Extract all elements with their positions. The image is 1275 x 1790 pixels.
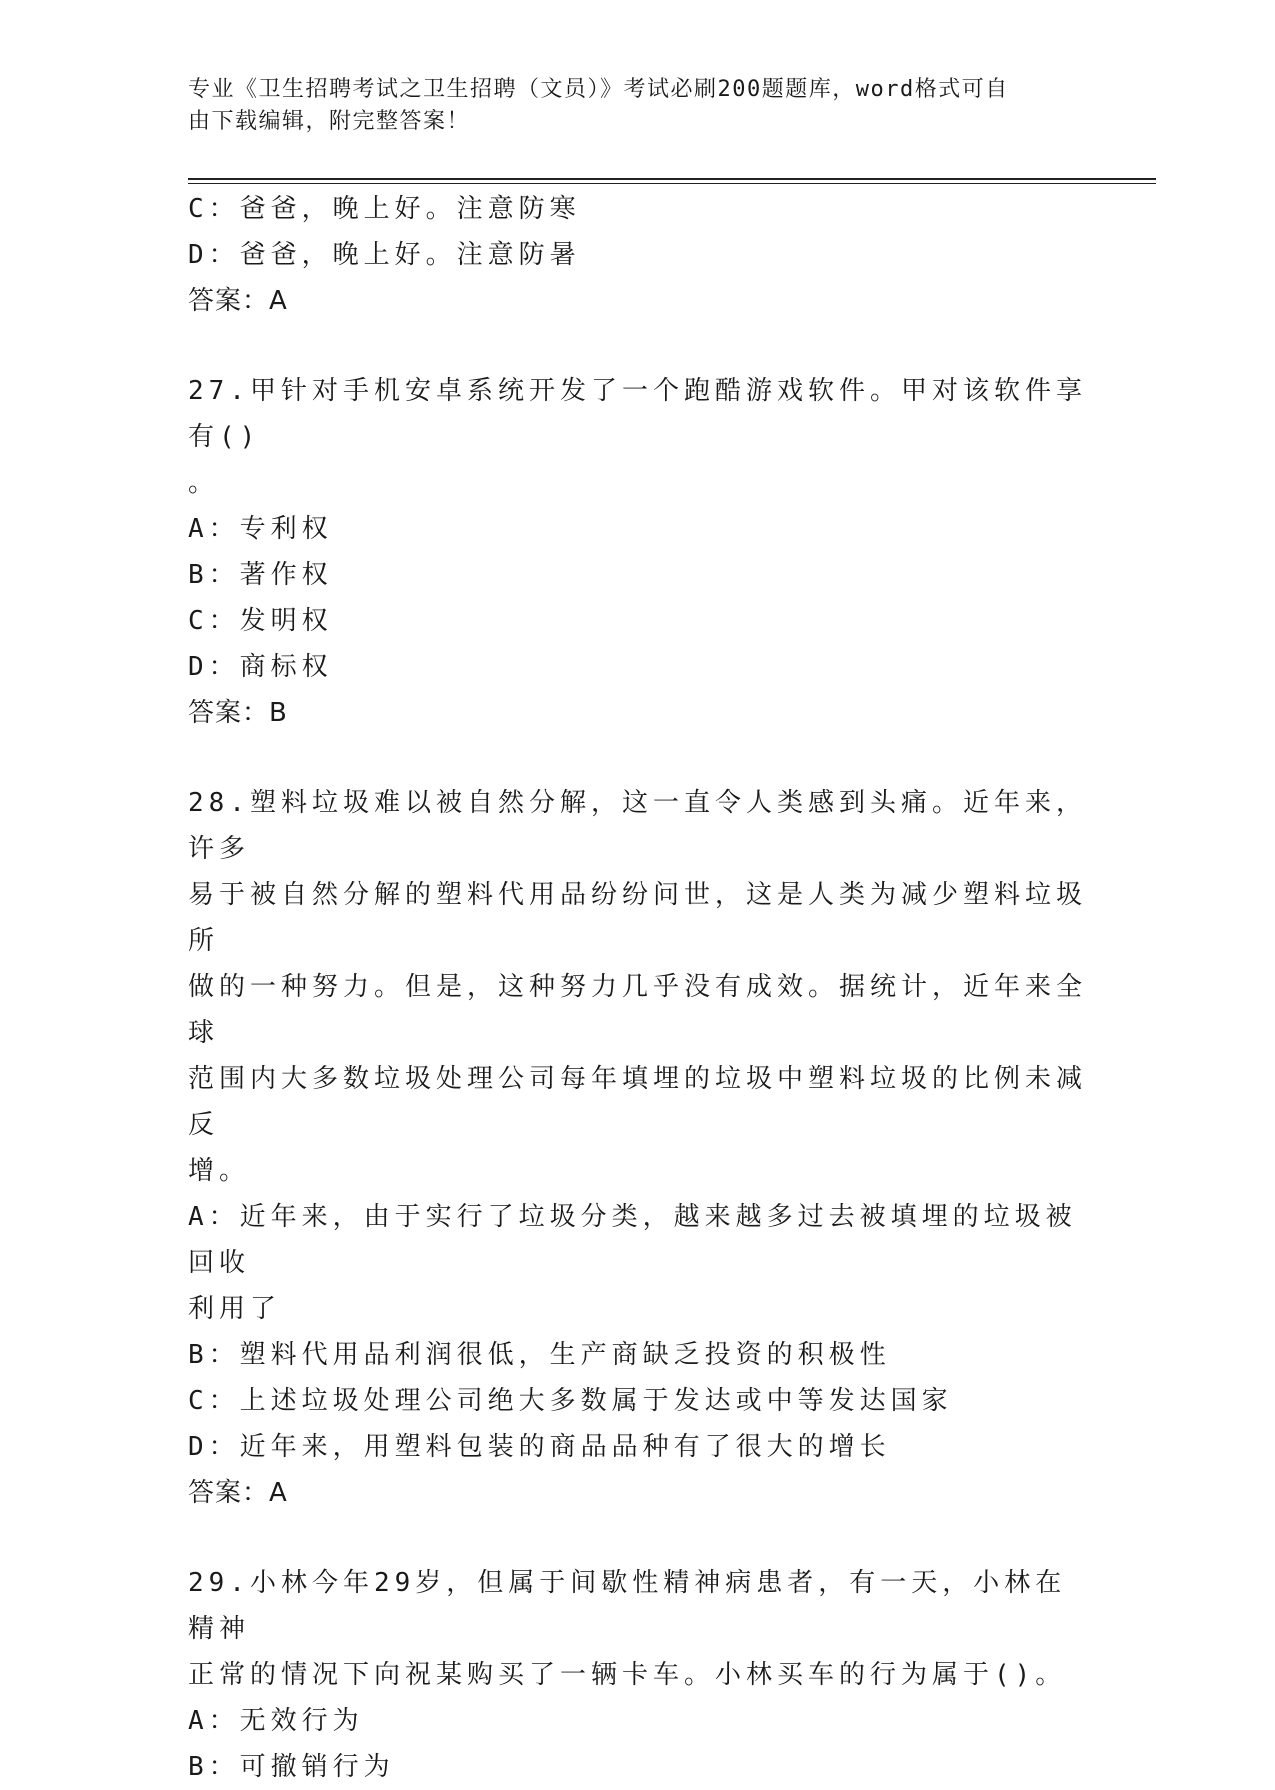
question-stem: 增。 <box>188 1156 251 1186</box>
answer-line: 答案：B <box>188 698 288 728</box>
option-a: A：专利权 <box>188 514 333 544</box>
header-line-2: 由下载编辑，附完整答案！ <box>188 109 471 134</box>
option-a-continued: 利用了 <box>188 1294 282 1324</box>
option-b: B：可撤销行为 <box>188 1752 395 1782</box>
question-28 <box>188 780 1088 1516</box>
option-c: C：发明权 <box>188 606 333 636</box>
option-b: B：著作权 <box>188 560 333 590</box>
question-stem: 。 <box>188 468 220 498</box>
question-stem: 范围内大多数垃圾处理公司每年填埋的垃圾中塑料垃圾的比例未减反 <box>188 1064 1088 1140</box>
option-d: D：商标权 <box>188 652 333 682</box>
option-a: A：无效行为 <box>188 1706 364 1736</box>
question-list <box>188 186 1088 1790</box>
option-b: B：塑料代用品利润很低，生产商缺乏投资的积极性 <box>188 1340 891 1370</box>
question-29 <box>188 1560 1088 1790</box>
option-a: A：近年来，由于实行了垃圾分类，越来越多过去被填埋的垃圾被回收 <box>188 1202 1077 1278</box>
option-d: D：爸爸，晚上好。注意防暑 <box>188 240 581 270</box>
question-stem: 易于被自然分解的塑料代用品纷纷问世，这是人类为减少塑料垃圾所 <box>188 880 1088 956</box>
header-divider <box>188 178 1156 184</box>
question-stem: 正常的情况下向祝某购买了一辆卡车。小林买车的行为属于()。 <box>188 1660 1067 1690</box>
answer-line: 答案：A <box>188 286 288 316</box>
question-stem: 27.甲针对手机安卓系统开发了一个跑酷游戏软件。甲对该软件享有() <box>188 376 1087 452</box>
document-header <box>188 74 1068 138</box>
question-stem: 28.塑料垃圾难以被自然分解，这一直令人类感到头痛。近年来，许多 <box>188 788 1087 864</box>
question-stem: 做的一种努力。但是，这种努力几乎没有成效。据统计，近年来全球 <box>188 972 1088 1048</box>
header-line-1: 专业《卫生招聘考试之卫生招聘（文员）》考试必刷200题题库，word格式可自 <box>188 77 1009 102</box>
answer-line: 答案：A <box>188 1478 288 1508</box>
option-c: C：上述垃圾处理公司绝大多数属于发达或中等发达国家 <box>188 1386 953 1416</box>
question-stem: 29.小林今年29岁，但属于间歇性精神病患者，有一天，小林在精神 <box>188 1568 1067 1644</box>
question-26-tail <box>188 186 1088 324</box>
question-27 <box>188 368 1088 736</box>
option-d: D：近年来，用塑料包装的商品品种有了很大的增长 <box>188 1432 891 1462</box>
option-c: C：爸爸，晚上好。注意防寒 <box>188 194 581 224</box>
